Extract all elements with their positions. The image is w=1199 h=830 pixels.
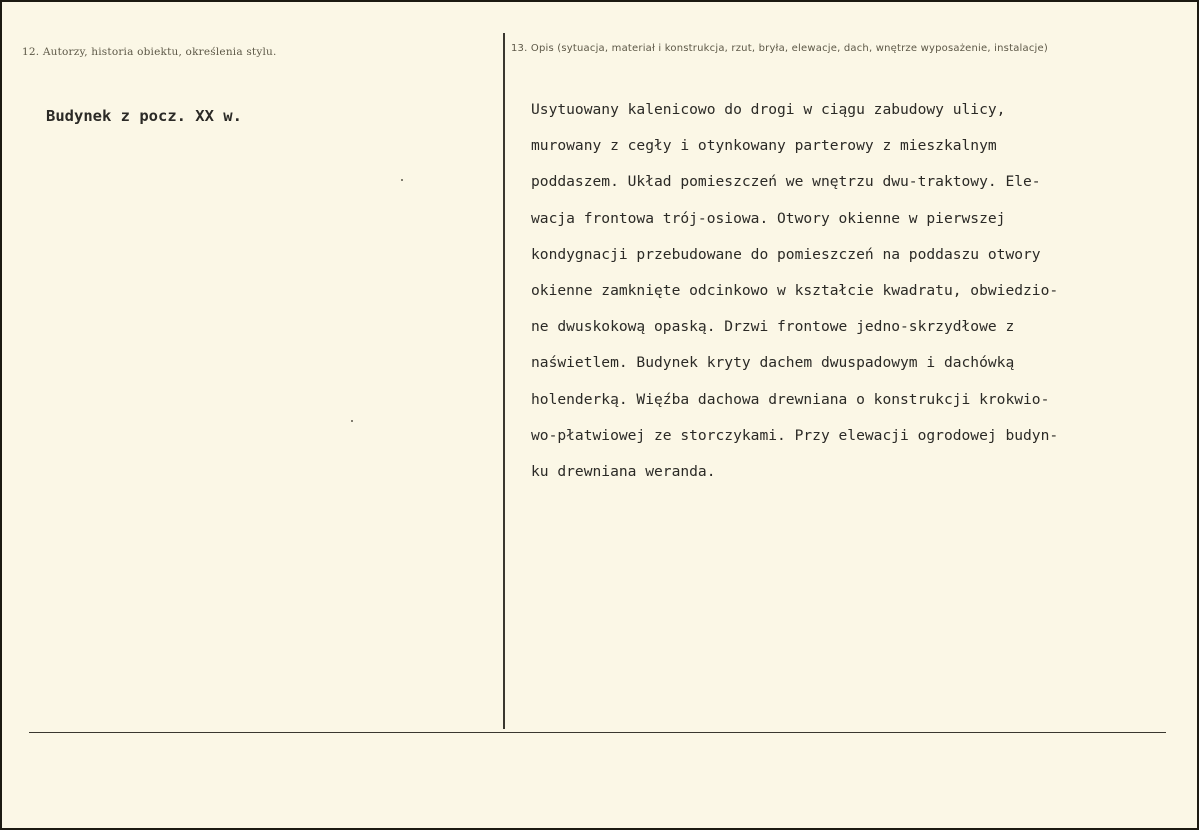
paper-speck	[351, 420, 353, 422]
description-line: ne dwuskokową opaską. Drzwi frontowe jedno-skrzydłowe z	[531, 318, 1015, 336]
description-line: wacja frontowa trój-osiowa. Otwory okienne w pierwszej	[531, 209, 1006, 227]
description-line: okienne zamknięte odcinkowo w kształcie kwadratu, obwiedzio-	[531, 281, 1059, 299]
description-line: wo-płatwiowej ze storczykami. Przy elewacji ogrodowej budyn-	[531, 426, 1059, 444]
description-line: poddaszem. Układ pomieszczeń we wnętrzu dwu-traktowy. Ele-	[531, 173, 1041, 191]
paper-speck	[401, 179, 403, 181]
description-line: naświetlem. Budynek kryty dachem dwuspadowym i dachówką	[531, 354, 1015, 372]
field-13-label: 13. Opis (sytuacja, materiał i konstrukcja, rzut, bryła, elewacje, dach, wnętrze wyposażenie, instalacje)	[511, 43, 1048, 54]
field-13-value	[531, 92, 1058, 490]
description-line: ku drewniana weranda.	[531, 462, 716, 480]
description-line: murowany z cegły i otynkowany parterowy z mieszkalnym	[531, 137, 997, 155]
column-divider	[503, 33, 505, 729]
description-line: Usytuowany kalenicowo do drogi w ciągu zabudowy ulicy,	[531, 101, 1006, 118]
field-12-value: Budynek z pocz. XX w.	[46, 107, 242, 125]
description-line: holenderką. Więźba dachowa drewniana o konstrukcji krokwio-	[531, 390, 1050, 408]
description-line: kondygnacji przebudowane do pomieszczeń na poddaszu otwory	[531, 245, 1041, 263]
field-12-label: 12. Autorzy, historia obiektu, określenia stylu.	[22, 46, 277, 58]
bottom-rule	[29, 732, 1166, 733]
